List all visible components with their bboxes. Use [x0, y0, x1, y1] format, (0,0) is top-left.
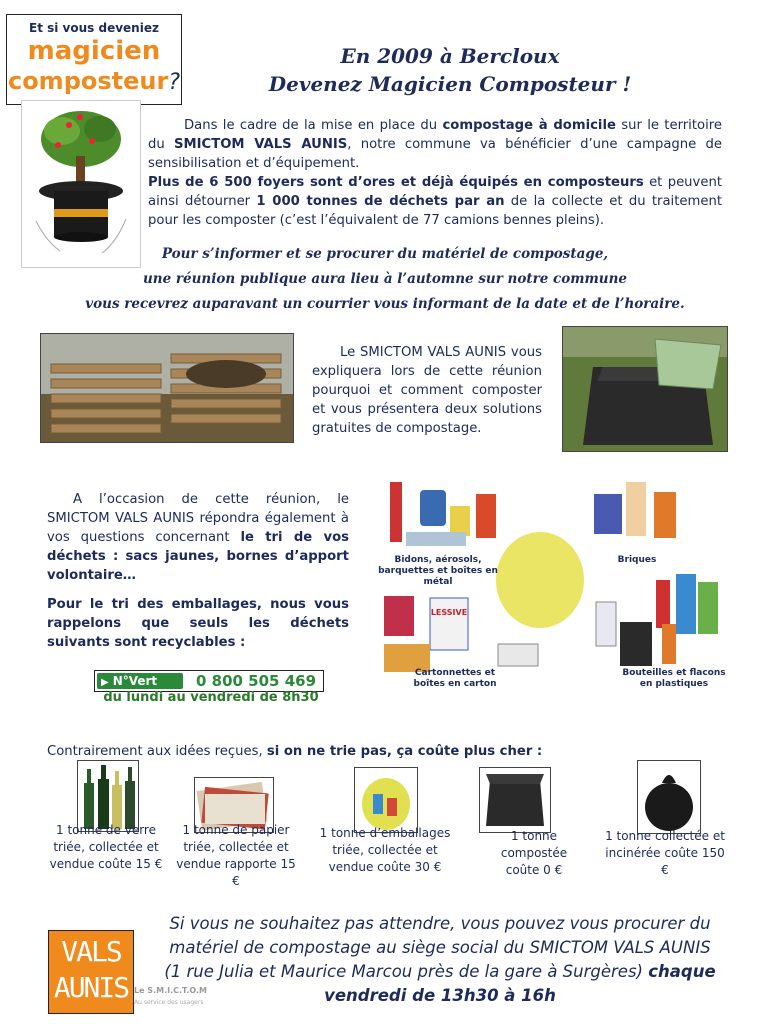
- wooden-composter-photo: [40, 333, 294, 443]
- logo-line2: composteur: [7, 67, 169, 95]
- cost-intro: Contrairement aux idées reçues, si on ne trie pas, ça coûte plus cher :: [47, 744, 543, 759]
- label-bouteilles: Bouteilles et flacons en plastiques: [622, 668, 726, 689]
- magicien-logo: [6, 14, 182, 105]
- page-title-line1: En 2009 à Bercloux: [340, 44, 560, 68]
- numero-vert-hours: du lundi au vendredi de 8h30: [103, 690, 319, 705]
- label-lessive: LESSIVE: [430, 608, 468, 617]
- recyclables-illustration: [376, 476, 730, 694]
- garbage-bag-photo: [637, 760, 701, 834]
- numero-vert-badge: ▶ N°Vert: [97, 673, 183, 689]
- plastic-composter-photo: [562, 326, 728, 452]
- logo-top-text: Et si vous deveniez: [29, 21, 159, 35]
- label-bidons: Bidons, aérosols, barquettes et boîtes en métal: [378, 555, 498, 587]
- play-icon: ▶: [101, 677, 109, 688]
- org-sub: Au service des usagers: [134, 999, 204, 1006]
- intro-text: Dans le cadre de la mise en place du compostage à domicile sur le territoire du SMICTOM VALS AUNIS, notre commune va bénéficier d’une campagne de sensibilisation et d’équipement. Plus de 6 500 foyers sont d’ores et déjà équipés en composteurs et peuvent ainsi détourner 1 000 tonnes de déchets par an de la collecte et du traitement pour les composter (c’est l’équivalent de 77 camions bennes pleins).: [148, 118, 723, 228]
- compost-bin-photo: [479, 767, 551, 833]
- cost-text-incineration: 1 tonne collectée et incinérée coûte 150 €: [605, 829, 725, 877]
- logo-aunis: AUNIS: [53, 971, 129, 1004]
- cost-text-paper: 1 tonne de papier triée, collectée et vendue rapporte 15 €: [176, 823, 296, 888]
- meeting-line3: vous recevrez auparavant un courrier vous informant de la date et de l’horaire.: [85, 296, 685, 312]
- packaging-bag-photo: [354, 767, 418, 833]
- page-title-line2: Devenez Magicien Composteur !: [268, 72, 632, 96]
- explain-text: Le SMICTOM VALS AUNIS vous expliquera lors de cette réunion pourquoi et comment composter et vous présentera deux solutions gratuites de compostage.: [312, 345, 542, 436]
- meeting-line1: Pour s’informer et se procurer du matériel de compostage,: [161, 246, 609, 262]
- logo-question: ?: [168, 70, 181, 95]
- vals-aunis-logo: [48, 930, 134, 1014]
- cost-text-packaging: 1 tonne d’emballages triée, collectée et vendue coûte 30 €: [319, 826, 451, 874]
- cost-text-compost: 1 tonne compostée coûte 0 €: [500, 829, 568, 877]
- numero-vert-number: 0 800 505 469: [195, 672, 317, 690]
- tri-recyclables-text: Pour le tri des emballages, nous vous rappelons que seuls les déchets suivants sont recyclables :: [47, 597, 349, 650]
- tree-hat-illustration: [21, 100, 141, 268]
- org-name: Le S.M.I.C.T.O.M: [134, 986, 207, 995]
- logo-line1: magicien: [27, 36, 161, 66]
- meeting-line2: une réunion publique aura lieu à l’automne sur notre commune: [142, 271, 628, 287]
- cost-text-glass: 1 tonne de verre triée, collectée et vendue coûte 15 €: [49, 823, 163, 871]
- logo-vals: VALS: [61, 935, 121, 968]
- label-briques: Briques: [617, 555, 657, 565]
- footer-text: Si vous ne souhaitez pas attendre, vous pouvez vous procurer du matériel de compostage au siège social du SMICTOM VALS AUNIS (1 rue Julia et Maurice Marcou près de la gare à Surgères) chaque vendredi de 13h30 à 16h: [164, 914, 716, 1005]
- tri-text: A l’occasion de cette réunion, le SMICTOM VALS AUNIS répondra également à vos questions concernant le tri de vos déchets : sacs jaunes, bornes d’apport volontaire…: [47, 492, 349, 583]
- numero-vert-box[interactable]: [94, 670, 324, 692]
- label-cartonnettes: Cartonnettes et boîtes en carton: [413, 668, 497, 689]
